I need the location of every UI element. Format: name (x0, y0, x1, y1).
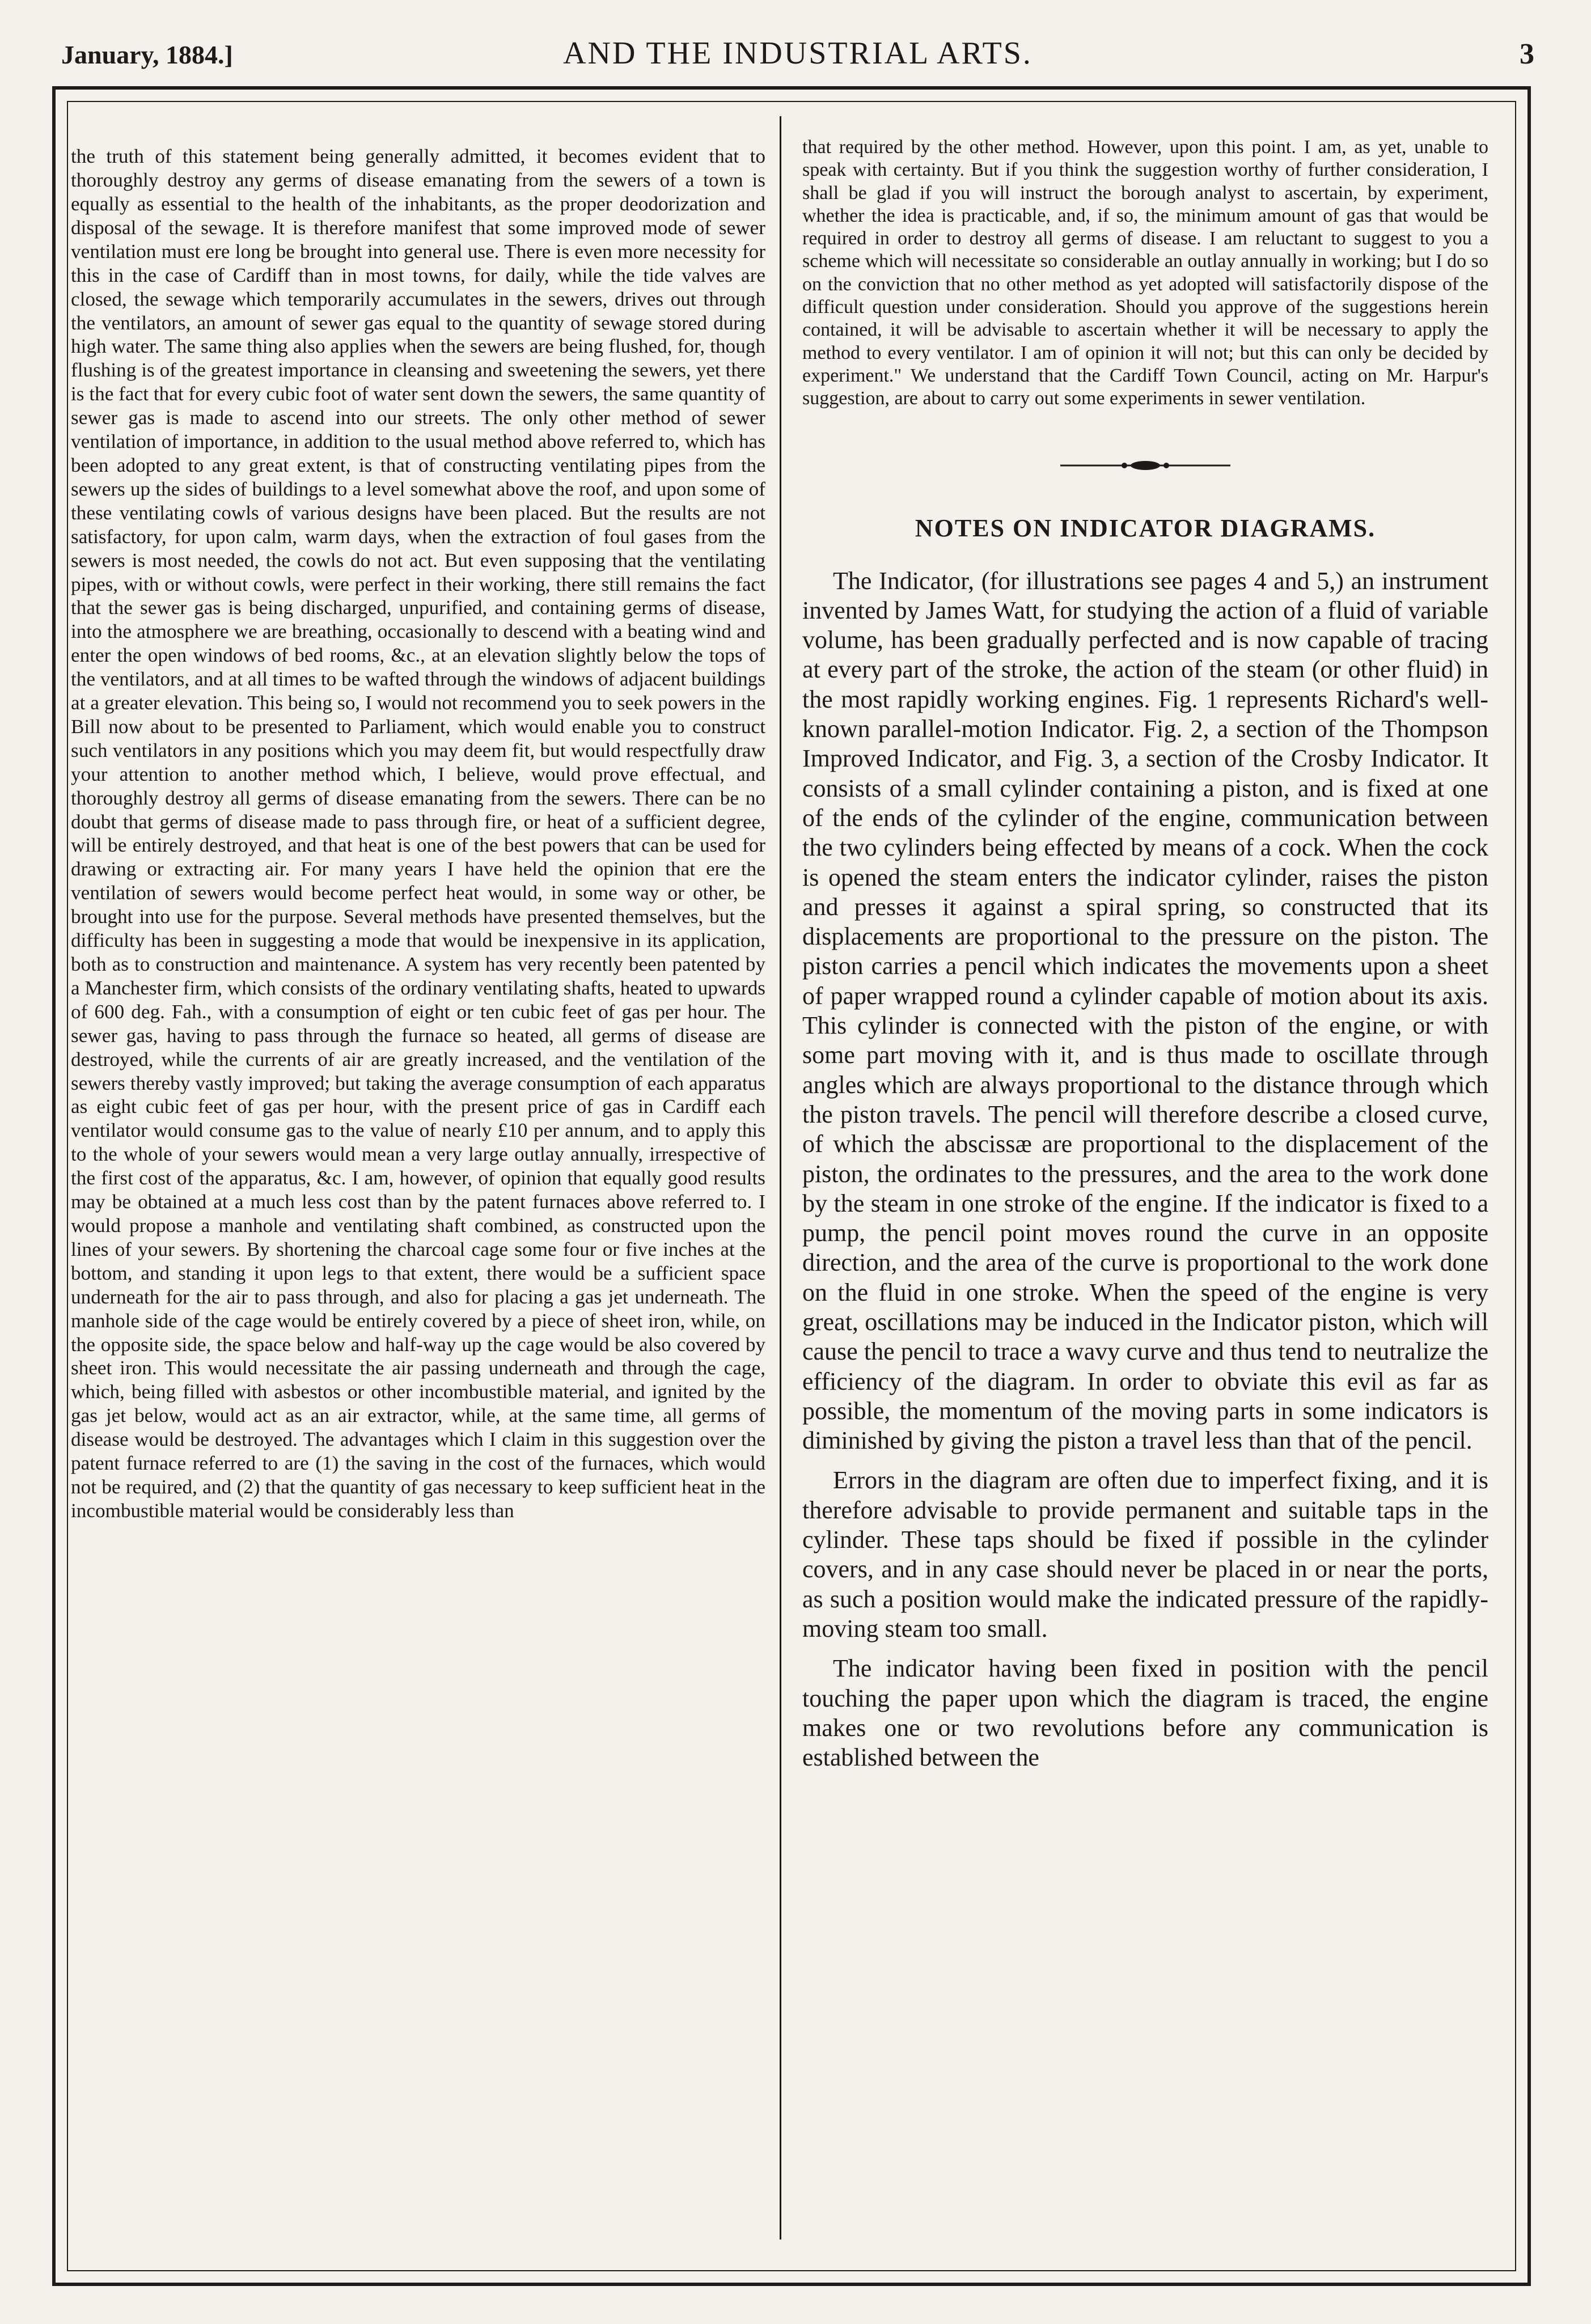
issue-date: January, 1884.] (61, 40, 233, 69)
running-head (61, 27, 1534, 90)
left-column-text: the truth of this statement being generally admitted, it becomes evident that to thoroughly destroy any germs of disease emanating from the sewers of a town is equally as essential to the health of the inhabitants, as the proper deodorization and disposal of the sewage. It is therefore manifest that some improved mode of sewer ventilation must ere long be brought into general use. There is even more necessity for this in the case of Cardiff than in most towns, for daily, while the tide valves are closed, the sewage which temporarily accumulates in the sewers, drives out through the ventilators, an amount of sewer gas equal to the quantity of sewage stored during high water. The same thing also applies when the sewers are being flushed, for, though flushing is of the greatest importance in cleansing and sweetening the sewers, yet there is the fact that for every cubic foot of water sent down the sewers, the same quantity of sewer gas is made to ascend into our streets. The only other method of sewer ventilation of importance, in addition to the usual method above referred to, which has been adopted to any great extent, is that of constructing ventilating pipes from the sewers up the sides of buildings to a level somewhat above the roof, and upon some of these ventilating cowls of various designs have been placed. But the results are not satisfactory, for upon calm, warm days, when the extraction of foul gases from the sewers is most needed, the cowls do not act. But even supposing that the ventilating pipes, with or without cowls, were perfect in their working, there still remains the fact that the sewer gas is being discharged, unpurified, and containing germs of disease, into the atmosphere we are breathing, occasionally to descend with a beating wind and enter the open windows of bed rooms, &c., at an elevation slightly below the tops of the ventilators, and at all times to be wafted through the windows of adjacent buildings at a greater elevation. This being so, I would not recommend you to seek powers in the Bill now about to be presented to Parliament, which would enable you to construct such ventilators in any positions which you may deem fit, but would respectfully draw your attention to another method which, I believe, would prove effectual, and thoroughly destroy all germs of disease emanating from the sewers. There can be no doubt that germs of disease made to pass through fire, or heat of a sufficient degree, will be entirely destroyed, and that heat is one of the best powers that can be used for drawing or extracting air. For many years I have held the opinion that ere the ventilation of sewers would become perfect heat would, in some way or other, be brought into use for the purpose. Several methods have presented themselves, but the difficulty has been in suggesting a mode that would be inexpensive in its application, both as to construction and maintenance. A system has very recently been patented by a Manchester firm, which consists of the ordinary ventilating shafts, heated to upwards of 600 deg. Fah., with a consumption of eight or ten cubic feet of gas per hour. The sewer gas, having to pass through the furnace so heated, all germs of disease are destroyed, while the currents of air are greatly increased, and the ventilation of the sewers thereby vastly improved; but taking the average consumption of each apparatus as eight cubic feet of gas per hour, with the present price of gas in Cardiff each ventilator would consume gas to the value of nearly £10 per annum, and to apply this to the whole of your sewers would mean a very large outlay annually, irrespective of the first cost of the apparatus, &c. I am, however, of opinion that equally good results may be obtained at a much less cost than by the patent furnaces above referred to. I would propose a manhole and ventilating shaft combined, as constructed upon the lines of your sewers. By shortening the charcoal cage some four or five inches at the bottom, and standing it upon legs to that extent, there would be a sufficient space underneath for the air to pass through, and also for placing a gas jet underneath. The manhole side of the cage would be entirely covered by a piece of sheet iron, while, on the opposite side, the space below and half-way up the cage would be also covered by sheet iron. This would necessitate the air passing underneath and through the cage, which, being filled with asbestos or other incombustible material, and ignited by the gas jet below, would act as an air extractor, while, at the same time, all germs of disease would be destroyed. The advantages which I claim in this suggestion over the patent furnace referred to are (1) the saving in the cost of the furnaces, which would not be required, and (2) that the quantity of gas necessary to keep sufficient heat in the incombustible material would be considerably less than (71, 145, 765, 1522)
letter-conclusion: that required by the other method. However, upon this point. I am, as yet, unable to speak with certainty. But if you think the suggestion worthy of further consideration, I shall be glad if you will instruct the borough analyst to ascertain, by experiment, whether the idea is practicable, and, if so, the minimum amount of gas that would be required in order to destroy all germs of disease. I am reluctant to suggest to you a scheme which will necessitate so considerable an outlay annually in working; but I do so on the conviction that no other method as yet adopted will satisfactorily dispose of the difficult question under consideration. Should you approve of the suggestions herein contained, it will be advisable to ascertain whether it will be necessary to apply the method to every ventilator. I am of opinion it will not; but this can only be decided by experiment." We understand that the Cardiff Town Council, acting on Mr. Harpur's suggestion, are about to carry out some experiments in sewer ventilation. (802, 137, 1488, 409)
article-paragraph: The indicator having been fixed in position with the pencil touching the paper upon which the diagram is traced, the engine makes one or two revolutions before any communication is established between the (802, 1654, 1488, 1772)
article-heading: NOTES ON INDICATOR DIAGRAMS. (915, 514, 1376, 542)
article-body (802, 566, 1488, 1773)
section-ornament (802, 457, 1488, 474)
right-column (802, 136, 1488, 2251)
page-number: 3 (1520, 38, 1534, 70)
article-paragraph: The Indicator, (for illustrations see pages 4 and 5,) an instrument invented by James Watt, for studying the action of a fluid of variable volume, has been gradually perfected and is now capable of tracing at every part of the stroke, the action of the steam (or other fluid) in the most rapidly working engines. Fig. 1 represents Richard's well-known parallel-motion Indicator. Fig. 2, a section of the Thompson Improved Indicator, and Fig. 3, a section of the Crosby Indicator. It consists of a small cylinder containing a piston, and is fixed at one of the ends of the cylinder of the engine, communication between the two cylinders being effected by means of a cock. When the cock is opened the steam enters the indicator cylinder, raises the piston and presses it against a spiral spring, so constructed that its displacements are proportional to the pressure on the piston. The piston carries a pencil which indicates the movements upon a sheet of paper wrapped round a cylinder capable of motion about its axis. This cylinder is connected with the piston of the engine, or with some part moving with it, and is thus made to oscillate through angles which are always proportional to the distance through which the piston travels. The pencil will therefore describe a closed curve, of which the abscissæ are proportional to the displacement of the piston, the ordinates to the pressures, and the area to the work done by the steam in one stroke of the engine. If the indicator is fixed to a pump, the pencil point moves round the curve in an opposite direction, and the area of the curve is proportional to the work done on the fluid in one stroke. When the speed of the engine is very great, oscillations may be induced in the Indicator piston, which will cause the pencil to trace a wavy curve and thus tend to neutralize the efficiency of the diagram. In order to obviate this evil as far as possible, the momentum of the moving parts in some indicators is diminished by giving the piston a travel less than that of the pencil. (802, 566, 1488, 1455)
left-column (71, 125, 765, 2234)
column-rule (780, 116, 781, 2240)
journal-title: AND THE INDUSTRIAL ARTS. (563, 36, 1033, 71)
article-paragraph: Errors in the diagram are often due to imperfect fixing, and it is therefore advisable to provide permanent and suitable taps in the cylinder. These taps should be fixed if possible in the cylinder covers, and in any case should never be placed in or near the ports, as such a position would make the indicated pressure of the rapidly-moving steam too small. (802, 1466, 1488, 1643)
